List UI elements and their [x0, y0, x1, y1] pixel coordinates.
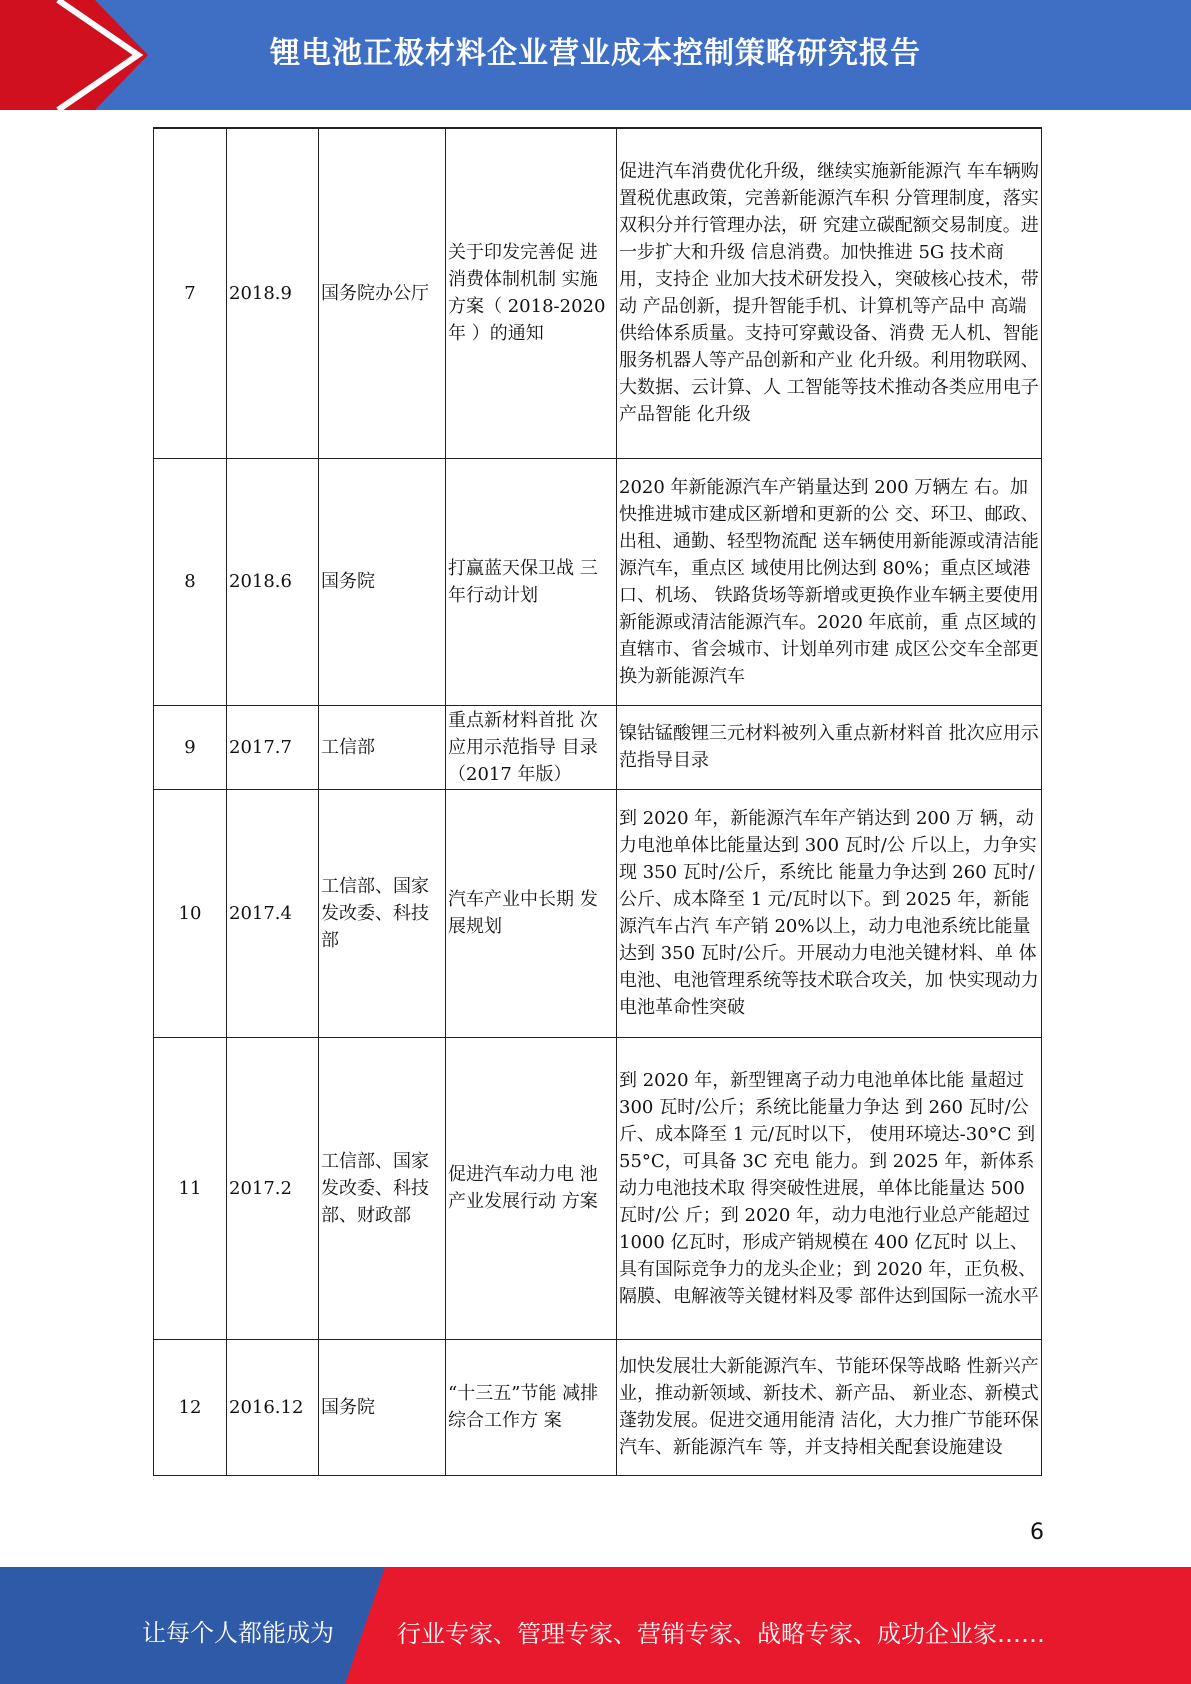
row-content: 加快发展壮大新能源汽车、节能环保等战略 性新兴产业，推动新领域、新技术、新产品、 新业态、新模式蓬勃发展。促进交通用能清 洁化，大力推广节能环保汽车、新能源汽车 等，并支持相关配套设施建设	[617, 1339, 1042, 1475]
row-content: 到 2020 年，新型锂离子动力电池单体比能 量超过 300 瓦时/公斤；系统比能量力争达 到 260 瓦时/公斤、成本降至 1 元/瓦时以下， 使用环境达-30°C 到 55°C，可具备 3C 充电 能力。到 2025 年，新体系动力电池技术取 得突破性进展，单体比能量达 500 瓦时/公 斤；到 2020 年，动力电池行业总产能超过 1000 亿瓦时，形成产销规模在 400 亿瓦时 以上、具有国际竞争力的龙头企业；到 2020 年，正负极、隔膜、电解液等关键材料及零 部件达到国际一流水平	[617, 1037, 1042, 1339]
footer-slogan-left: 让每个人都能成为	[142, 1619, 334, 1647]
row-issuer: 工信部、国家发改委、科技部	[319, 789, 446, 1037]
row-date: 2017.7	[227, 705, 319, 789]
row-number: 11	[154, 1037, 227, 1339]
footer-slogan-right: 行业专家、管理专家、营销专家、战略专家、成功企业家……	[397, 1620, 1045, 1648]
table-row	[154, 1037, 1042, 1339]
report-title: 锂电池正极材料企业营业成本控制策略研究报告	[270, 36, 921, 71]
row-policy-name: 促进汽车动力电 池产业发展行动 方案	[446, 1037, 617, 1339]
row-number: 12	[154, 1339, 227, 1475]
row-date: 2017.2	[227, 1037, 319, 1339]
page-header	[0, 0, 1191, 110]
table-row	[154, 128, 1042, 458]
row-policy-name: 汽车产业中长期 发展规划	[446, 789, 617, 1037]
row-content: 到 2020 年，新能源汽车年产销达到 200 万 辆，动力电池单体比能量达到 300 瓦时/公 斤以上，力争实现 350 瓦时/公斤，系统比 能量力争达到 260 瓦时/公斤、成本降至 1 元/瓦时以下。到 2025 年，新能源汽车占汽 车产销 20%以上，动力电池系统比能量达到 350 瓦时/公斤。开展动力电池关键材料、单 体电池、电池管理系统等技术联合攻关，加 快实现动力电池革命性突破	[617, 789, 1042, 1037]
row-issuer: 国务院	[319, 1339, 446, 1475]
row-issuer: 工信部	[319, 705, 446, 789]
row-policy-name: “十三五”节能 减排综合工作方 案	[446, 1339, 617, 1475]
row-content: 2020 年新能源汽车产销量达到 200 万辆左 右。加快推进城市建成区新增和更新的公 交、环卫、邮政、出租、通勤、轻型物流配 送车辆使用新能源或清洁能源汽车，重点区 域使用比例达到 80%；重点区域港口、机场、 铁路货场等新增或更换作业车辆主要使用 新能源或清洁能源汽车。2020 年底前，重 点区域的直辖市、省会城市、计划单列市建 成区公交车全部更换为新能源汽车	[617, 458, 1042, 705]
row-number: 10	[154, 789, 227, 1037]
page-number: 6	[1030, 1520, 1044, 1545]
table-row	[154, 1339, 1042, 1475]
row-content: 镍钴锰酸锂三元材料被列入重点新材料首 批次应用示范指导目录	[617, 705, 1042, 789]
table-row	[154, 458, 1042, 705]
row-number: 7	[154, 128, 227, 458]
table-row	[154, 705, 1042, 789]
table-row	[154, 789, 1042, 1037]
row-issuer: 国务院	[319, 458, 446, 705]
row-number: 9	[154, 705, 227, 789]
row-issuer: 国务院办公厅	[319, 128, 446, 458]
row-issuer: 工信部、国家发改委、科技部、财政部	[319, 1037, 446, 1339]
row-policy-name: 重点新材料首批 次应用示范指导 目录（2017 年版）	[446, 705, 617, 789]
row-policy-name: 关于印发完善促 进消费体制机制 实施方案（ 2018-2020 年 ）的通知	[446, 128, 617, 458]
row-policy-name: 打赢蓝天保卫战 三年行动计划	[446, 458, 617, 705]
row-number: 8	[154, 458, 227, 705]
row-date: 2016.12	[227, 1339, 319, 1475]
policy-table	[153, 127, 1038, 1476]
row-content: 促进汽车消费优化升级，继续实施新能源汽 车车辆购置税优惠政策，完善新能源汽车积 分管理制度，落实双积分并行管理办法，研 究建立碳配额交易制度。进一步扩大和升级 信息消费。加快推进 5G 技术商用，支持企 业加大技术研发投入，突破核心技术，带动 产品创新，提升智能手机、计算机等产品中 高端供给体系质量。支持可穿戴设备、消费 无人机、智能服务机器人等产品创新和产业 化升级。利用物联网、大数据、云计算、人 工智能等技术推动各类应用电子产品智能 化升级	[617, 128, 1042, 458]
row-date: 2018.6	[227, 458, 319, 705]
row-date: 2017.4	[227, 789, 319, 1037]
row-date: 2018.9	[227, 128, 319, 458]
